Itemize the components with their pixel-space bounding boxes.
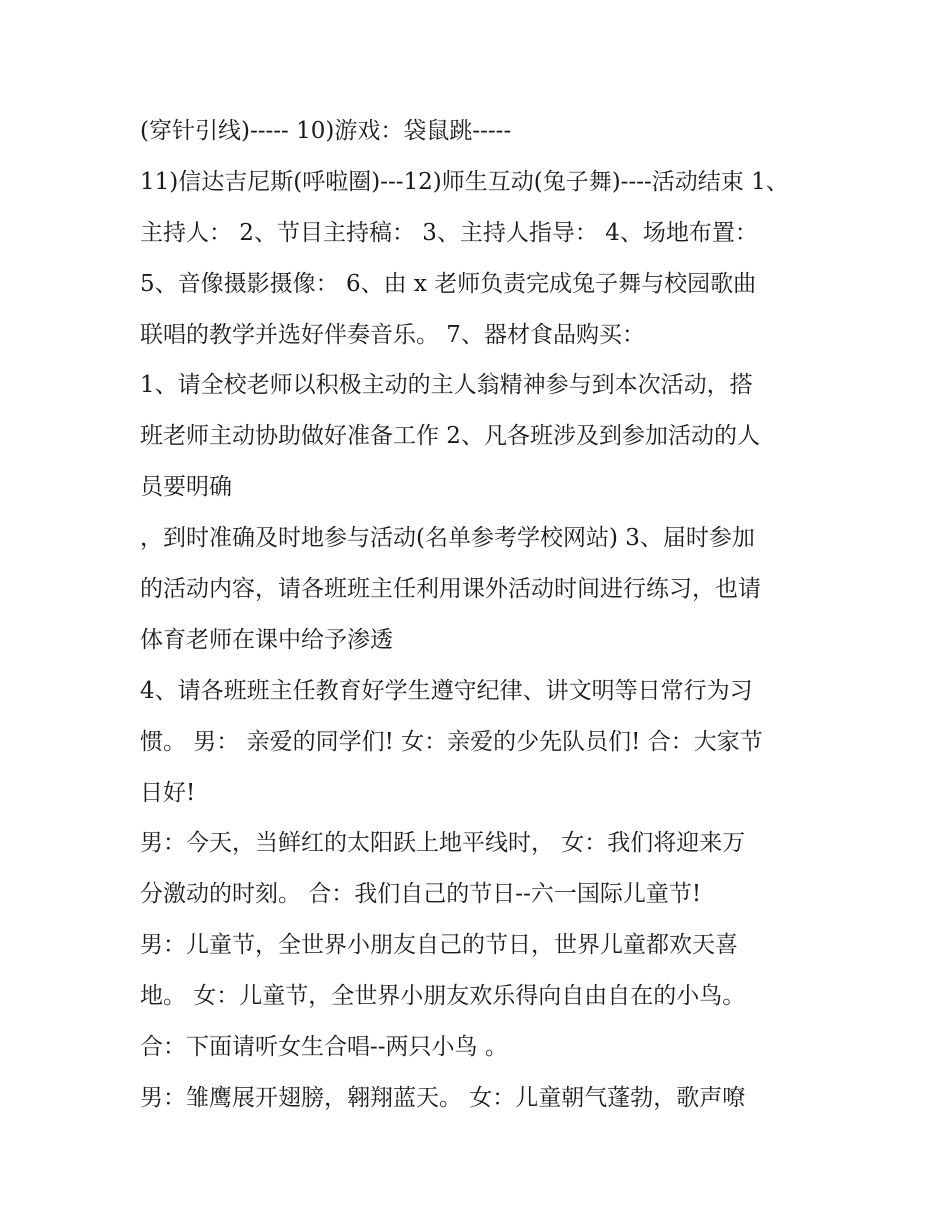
text-line: 班老师主动协助做好准备工作 2、凡各班涉及到参加活动的人 (140, 423, 760, 450)
text-line: 联唱的教学并选好伴奏音乐。 7、器材食品购买： (140, 321, 645, 348)
text-line: 日好! (140, 779, 196, 806)
text-line: 合：下面请听女生合唱--两只小鸟 。 (140, 1034, 508, 1061)
text-line: 分激动的时刻。 合：我们自己的节日--六一国际儿童节! (140, 881, 702, 908)
text-line: 体育老师在课中给予渗透 (140, 626, 393, 653)
text-line: 男：儿童节，全世界小朋友自己的节日，世界儿童都欢天喜 (140, 932, 738, 959)
text-line: ，到时准确及时地参与活动(名单参考学校网站) 3、届时参加 (140, 525, 755, 552)
text-line: (穿针引线)----- 10)游戏：袋鼠跳----- (140, 118, 512, 144)
text-line: 5、音像摄影摄像： 6、由 x 老师负责完成兔子舞与校园歌曲 (140, 270, 757, 297)
text-line: 11)信达吉尼斯(呼啦圈)---12)师生互动(兔子舞)----活动结束 1、 (140, 168, 789, 195)
text-line: 男：雏鹰展开翅膀，翱翔蓝天。 女：儿童朝气蓬勃，歌声嘹 (140, 1084, 746, 1111)
text-line: 4、请各班班主任教育好学生遵守纪律、讲文明等日常行为习 (140, 677, 753, 704)
text-line: 男：今天，当鲜红的太阳跃上地平线时， 女：我们将迎来万 (140, 830, 746, 857)
text-line: 的活动内容，请各班班主任利用课外活动时间进行练习，也请 (140, 576, 761, 603)
text-line: 员要明确 (140, 474, 232, 501)
document-body (140, 106, 820, 1124)
text-line: 主持人： 2、节目主持稿： 3、主持人指导： 4、场地布置： (140, 219, 758, 246)
text-line: 惯。 男： 亲爱的同学们! 女：亲爱的少先队员们! 合：大家节 (140, 728, 763, 755)
text-line: 1、请全校老师以积极主动的主人翁精神参与到本次活动，搭 (140, 372, 753, 399)
text-line: 地。 女：儿童节，全世界小朋友欢乐得向自由自在的小鸟。 (140, 983, 746, 1010)
